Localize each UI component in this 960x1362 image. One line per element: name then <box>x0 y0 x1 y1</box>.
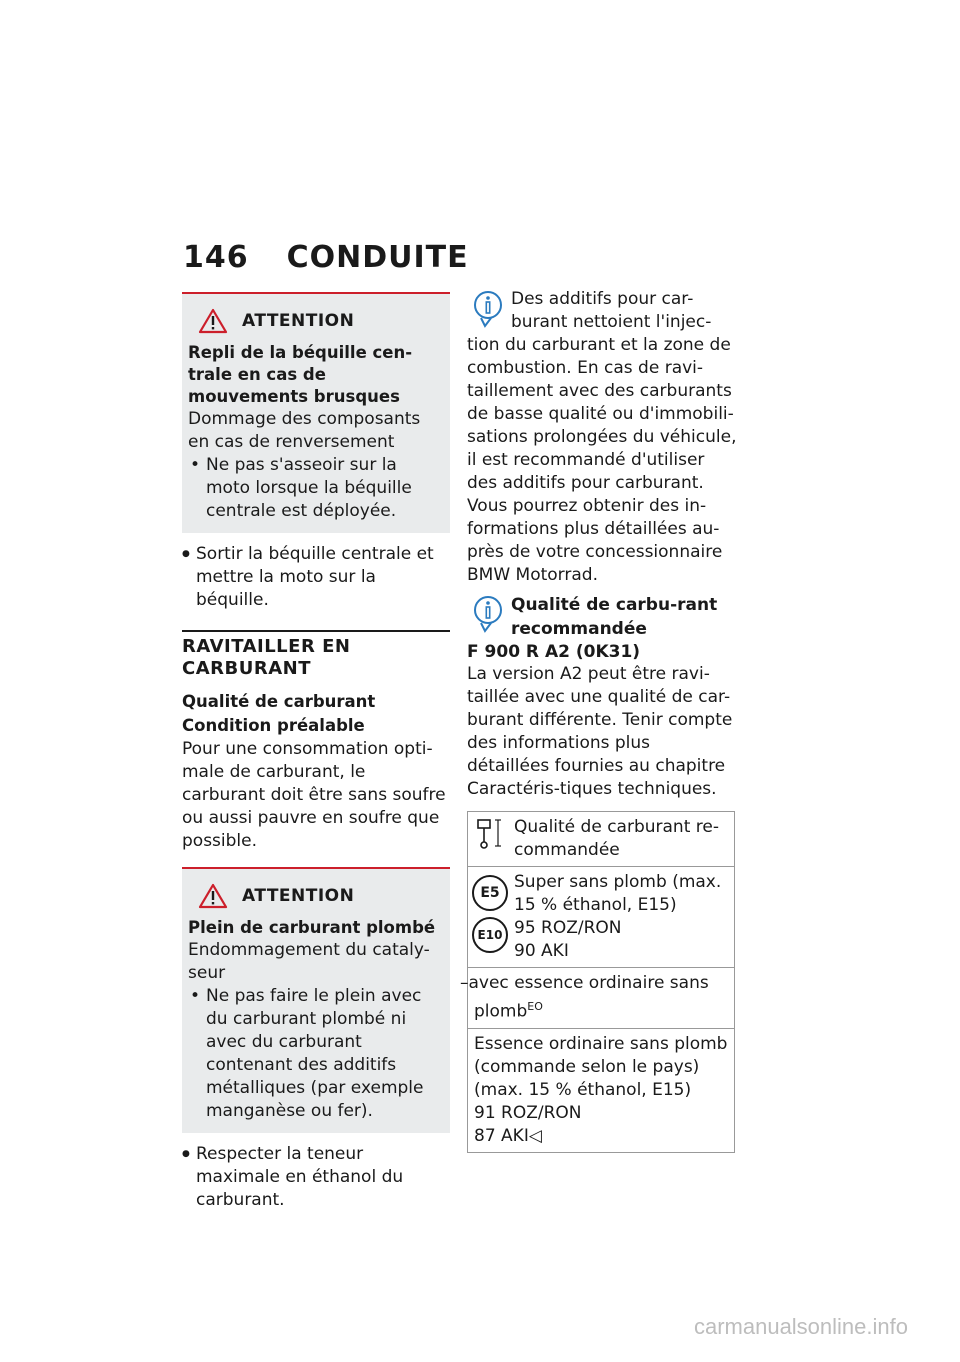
warning-title: Plein de carburant plombé <box>188 918 436 937</box>
warning-description: Dommage des composants en cas de renversement <box>188 409 421 452</box>
e10-badge: E10 <box>472 917 508 953</box>
table-cell: 90 AKI <box>514 941 569 961</box>
action-step: ● Respecter la teneur maximale en éthanol du carburant. <box>182 1143 450 1212</box>
fuel-table <box>460 811 735 1153</box>
page-header <box>183 240 469 275</box>
table-cell: –avec essence ordinaire sans plomb <box>460 973 709 1022</box>
subheading-prerequisite: Condition préalable <box>182 716 365 735</box>
page-number: 146 <box>183 240 249 275</box>
chapter-title: CONDUITE <box>286 240 469 275</box>
table-cell: Essence ordinaire sans plomb (commande selon le pays) <box>474 1033 728 1077</box>
warning-triangle-icon <box>198 883 228 909</box>
table-cell: Qualité de carburant re-commandée <box>514 817 719 860</box>
table-cell: 95 ROZ/RON <box>514 918 622 938</box>
table-cell: 87 AKI◁ <box>474 1125 542 1146</box>
warning-label: ATTENTION <box>242 886 355 906</box>
fuel-gauge-icon <box>474 816 504 852</box>
warning-description: Endommagement du cataly-seur <box>188 940 430 983</box>
table-row <box>468 1028 735 1152</box>
watermark: carmanualsonline.info <box>693 1314 908 1339</box>
subheading-fuel-quality: Qualité de carburant <box>182 692 376 711</box>
info-icon <box>473 290 503 330</box>
warning-triangle-icon <box>198 308 228 334</box>
warning-box-stand <box>182 292 450 533</box>
table-row <box>468 812 735 867</box>
right-column <box>460 288 737 1153</box>
paragraph-a2: La version A2 peut être ravi-taillée avec une qualité de car-burant différente. Tenir compte des informations plus détaillées fournies au chapitre Caractéris-tiques techniques. <box>467 664 733 799</box>
table-cell: 91 ROZ/RON <box>474 1102 582 1123</box>
superscript: EO <box>527 1000 543 1013</box>
warning-label: ATTENTION <box>242 311 355 331</box>
action-step: ● Sortir la béquille centrale et mettre la moto sur la béquille. <box>182 543 450 612</box>
warning-title: Repli de la béquille cen-trale en cas de mouvements brusques <box>188 343 413 406</box>
info-recommended-fuel <box>467 593 737 663</box>
warning-box-leaded <box>182 867 450 1133</box>
info-icon <box>473 595 503 635</box>
info-title: Qualité de carbu-rant recommandée <box>511 595 718 639</box>
e5-badge: E5 <box>472 875 508 911</box>
info-paragraph-additives: Des additifs pour car-burant nettoient l'injec-tion du carburant et la zone de combustion. En cas de ravi-taillement avec des carburants de basse qualité ou d'immobili-sations prolongées du véhicule, il est recommandé d'utiliser des additifs pour carburant. Vous pourrez obtenir des in-formations plus détaillées au-près de votre concessionnaire BMW Motorrad. <box>467 289 737 585</box>
table-cell: Super sans plomb (max. 15 % éthanol, E15) <box>514 872 722 915</box>
warning-bullet: • Ne pas faire le plein avec du carburant plombé ni avec du carburant contenant des additifs métalliques (par exemple manganèse ou fer). <box>188 985 444 1123</box>
table-row <box>468 867 735 968</box>
table-cell: (max. 15 % éthanol, E15) <box>474 1079 692 1100</box>
left-column <box>182 292 450 1220</box>
warning-bullet: • Ne pas s'asseoir sur la moto lorsque la béquille centrale est déployée. <box>188 454 444 523</box>
paragraph-consumption: Pour une consommation opti-male de carburant, le carburant doit être sans soufre ou aussi pauvre en soufre que possible. <box>182 739 446 851</box>
section-title: RAVITAILLER EN CARBURANT <box>182 630 450 680</box>
table-row <box>468 968 735 1029</box>
model-heading: F 900 R A2 (0K31) <box>467 642 641 662</box>
